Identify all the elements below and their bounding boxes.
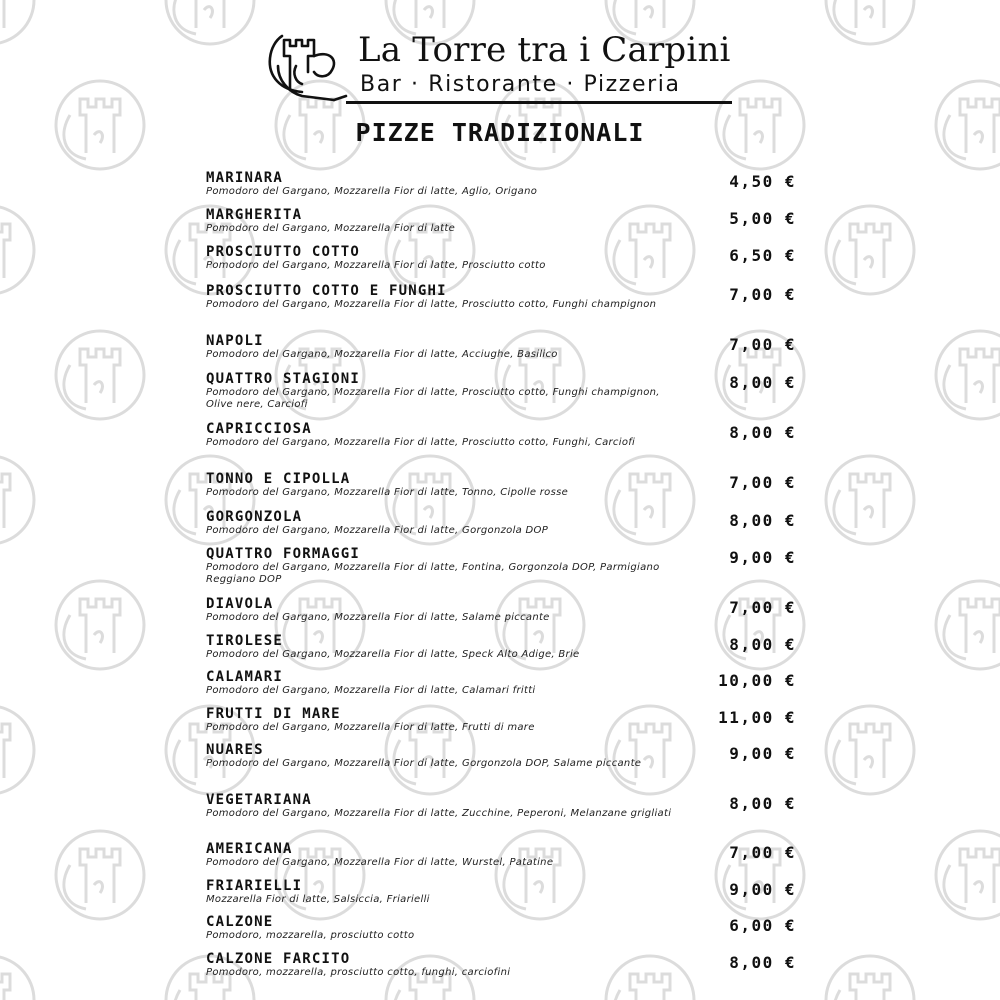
item-description: Pomodoro del Gargano, Mozzarella Fior di latte, Frutti di mare (206, 722, 535, 733)
brand-tagline: Bar · Ristorante · Pizzeria (360, 72, 681, 97)
menu-item (206, 878, 796, 906)
item-name: CALAMARI (206, 669, 284, 685)
item-description: Pomodoro del Gargano, Mozzarella Fior di latte, Gorgonzola DOP, Salame piccante (206, 758, 642, 769)
item-name: QUATTRO FORMAGGI (206, 546, 361, 562)
menu-item (206, 333, 796, 361)
item-name: VEGETARIANA (206, 792, 312, 808)
menu-item (206, 371, 796, 411)
menu-item (206, 421, 796, 449)
tower-logo-icon (262, 26, 352, 110)
menu-item (206, 669, 796, 697)
item-price: 11,00 € (718, 708, 796, 727)
brand-name: La Torre tra i Carpini (358, 30, 731, 70)
menu-item (206, 244, 796, 272)
item-price: 4,50 € (729, 172, 796, 191)
item-description: Pomodoro del Gargano, Mozzarella Fior di latte, Prosciutto cotto (206, 260, 546, 271)
item-name: FRUTTI DI MARE (206, 706, 341, 722)
item-description: Pomodoro del Gargano, Mozzarella Fior di latte, Fontina, Gorgonzola DOP, Parmigiano Reggiano DOP (206, 562, 660, 585)
item-name: DIAVOLA (206, 596, 274, 612)
menu-item (206, 471, 796, 499)
item-price: 7,00 € (729, 598, 796, 617)
item-name: FRIARIELLI (206, 878, 303, 894)
item-description: Pomodoro del Gargano, Mozzarella Fior di latte, Salame piccante (206, 612, 550, 623)
menu-item (206, 596, 796, 624)
item-description: Pomodoro del Gargano, Mozzarella Fior di latte, Wurstel, Patatine (206, 857, 554, 868)
item-price: 6,00 € (729, 916, 796, 935)
item-price: 8,00 € (729, 794, 796, 813)
menu-item (206, 633, 796, 661)
item-price: 9,00 € (729, 548, 796, 567)
item-name: CALZONE (206, 914, 274, 930)
item-description: Pomodoro del Gargano, Mozzarella Fior di latte, Tonno, Cipolle rosse (206, 487, 569, 498)
item-price: 7,00 € (729, 285, 796, 304)
item-name: MARINARA (206, 170, 284, 186)
menu-item (206, 742, 796, 770)
menu-item (206, 792, 796, 820)
item-name: CALZONE FARCITO (206, 951, 351, 967)
menu-item (206, 841, 796, 869)
item-name: NUARES (206, 742, 264, 758)
menu-item (206, 546, 796, 586)
menu-item (206, 509, 796, 537)
item-description: Pomodoro del Gargano, Mozzarella Fior di latte, Speck Alto Adige, Brie (206, 649, 580, 660)
item-description: Pomodoro del Gargano, Mozzarella Fior di latte, Gorgonzola DOP (206, 525, 549, 536)
menu-item (206, 914, 796, 942)
item-name: TIROLESE (206, 633, 284, 649)
item-price: 5,00 € (729, 209, 796, 228)
item-description: Pomodoro del Gargano, Mozzarella Fior di latte, Prosciutto cotto, Funghi, Carciofi (206, 437, 636, 448)
item-price: 9,00 € (729, 880, 796, 899)
item-name: QUATTRO STAGIONI (206, 371, 361, 387)
brand-underline (346, 101, 732, 104)
menu-item (206, 283, 796, 311)
menu-item (206, 706, 796, 734)
item-description: Mozzarella Fior di latte, Salsiccia, Friarielli (206, 894, 430, 905)
item-description: Pomodoro del Gargano, Mozzarella Fior di latte, Acciughe, Basilico (206, 349, 558, 360)
item-description: Pomodoro del Gargano, Mozzarella Fior di latte, Prosciutto cotto, Funghi champignon (206, 299, 657, 310)
item-price: 8,00 € (729, 373, 796, 392)
item-name: GORGONZOLA (206, 509, 303, 525)
item-description: Pomodoro del Gargano, Mozzarella Fior di latte, Zucchine, Peperoni, Melanzane grigliati (206, 808, 672, 819)
item-price: 7,00 € (729, 843, 796, 862)
item-name: AMERICANA (206, 841, 293, 857)
item-description: Pomodoro del Gargano, Mozzarella Fior di latte (206, 223, 456, 234)
item-name: MARGHERITA (206, 207, 303, 223)
item-description: Pomodoro, mozzarella, prosciutto cotto, funghi, carciofini (206, 967, 511, 978)
item-price: 7,00 € (729, 335, 796, 354)
section-title: PIZZE TRADIZIONALI (355, 118, 645, 147)
menu-item (206, 951, 796, 979)
item-price: 9,00 € (729, 744, 796, 763)
item-description: Pomodoro del Gargano, Mozzarella Fior di latte, Calamari fritti (206, 685, 536, 696)
menu-item (206, 170, 796, 198)
item-price: 7,00 € (729, 473, 796, 492)
menu-item (206, 207, 796, 235)
item-description: Pomodoro del Gargano, Mozzarella Fior di latte, Prosciutto cotto, Funghi champignon, Olive nere, Carciofi (206, 387, 660, 410)
item-price: 8,00 € (729, 635, 796, 654)
item-name: NAPOLI (206, 333, 264, 349)
item-price: 8,00 € (729, 953, 796, 972)
brand-logo (262, 26, 742, 110)
item-description: Pomodoro, mozzarella, prosciutto cotto (206, 930, 415, 941)
item-name: TONNO E CIPOLLA (206, 471, 351, 487)
item-price: 10,00 € (718, 671, 796, 690)
item-price: 8,00 € (729, 511, 796, 530)
item-description: Pomodoro del Gargano, Mozzarella Fior di latte, Aglio, Origano (206, 186, 538, 197)
item-name: PROSCIUTTO COTTO E FUNGHI (206, 283, 447, 299)
item-name: PROSCIUTTO COTTO (206, 244, 361, 260)
item-name: CAPRICCIOSA (206, 421, 312, 437)
item-price: 8,00 € (729, 423, 796, 442)
item-price: 6,50 € (729, 246, 796, 265)
